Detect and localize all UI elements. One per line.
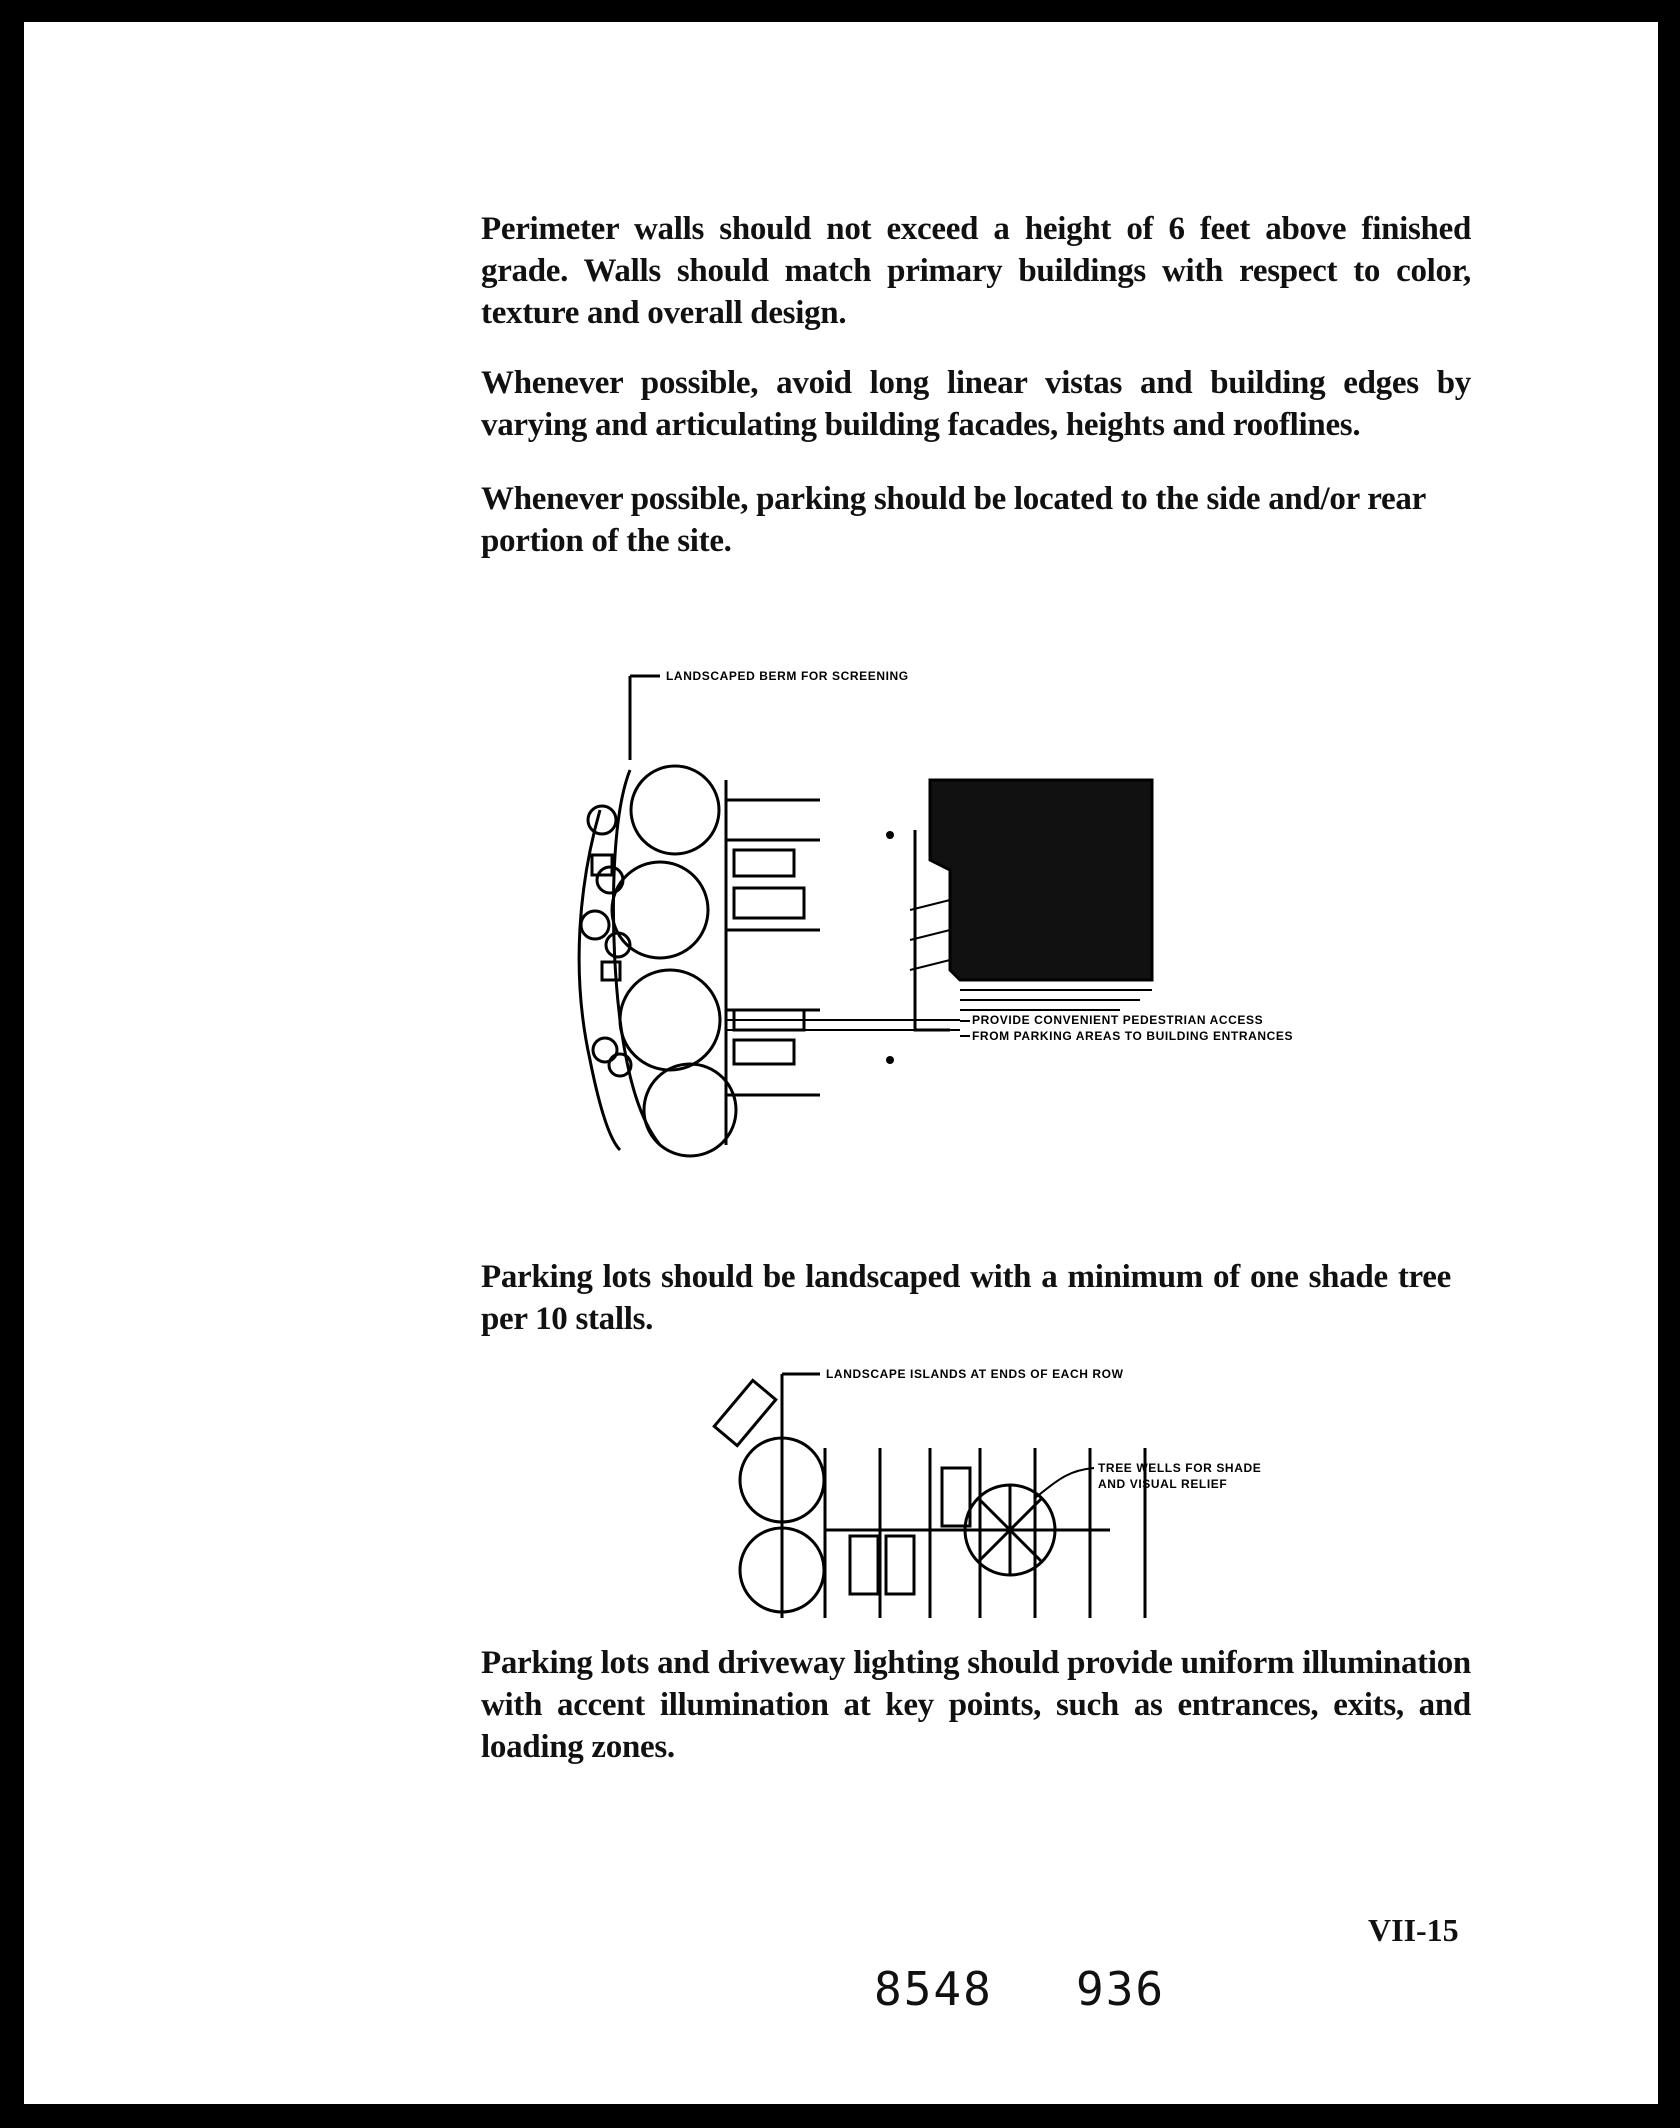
batch-number-part2: 936 [1076,1962,1166,2016]
tree-well [965,1485,1055,1575]
access-callout [960,1013,1293,1043]
callout-islands: LANDSCAPE ISLANDS AT ENDS OF EACH ROW [826,1367,1124,1381]
paragraph-lighting: Parking lots and driveway lighting should provide uniform illumination with accent illumination at key points, such as entrances, exits, and loading zones. [481,1645,1471,1765]
parking-stalls [825,1448,1145,1618]
parking-lot-figure [680,1338,1360,1638]
paragraph-vistas: Whenever possible, avoid long linear vistas and building edges by varying and articulating building facades, heights and rooflines. [481,365,1471,443]
callout-berm: LANDSCAPED BERM FOR SCREENING [666,669,909,683]
building-left [726,780,820,1145]
tree-wells-callout [1035,1461,1261,1498]
berm-callout [630,669,909,760]
page-number: VII-15 [1368,1912,1459,1948]
callout-access-line2: FROM PARKING AREAS TO BUILDING ENTRANCES [972,1029,1294,1043]
site-plan-figure [540,640,1420,1180]
islands-callout [782,1367,1124,1434]
callout-wells-line2: AND VISUAL RELIEF [1098,1477,1228,1491]
callout-access-line1: PROVIDE CONVENIENT PEDESTRIAN ACCESS [972,1013,1264,1027]
landscape-berm [579,766,736,1156]
paragraph-parking-location: Whenever possible, parking should be located to the side and/or rear portion of the site. [481,481,1426,559]
batch-number-part1: 8548 [874,1962,993,2016]
landscape-islands [714,1380,824,1618]
paragraph-shade-trees: Parking lots should be landscaped with a minimum of one shade tree per 10 stalls. [481,1259,1451,1337]
paragraph-perimeter-walls: Perimeter walls should not exceed a height of 6 feet above finished grade. Walls should match primary buildings with respect to color, texture and overall design. [481,211,1471,331]
callout-wells-line1: TREE WELLS FOR SHADE [1098,1461,1262,1475]
